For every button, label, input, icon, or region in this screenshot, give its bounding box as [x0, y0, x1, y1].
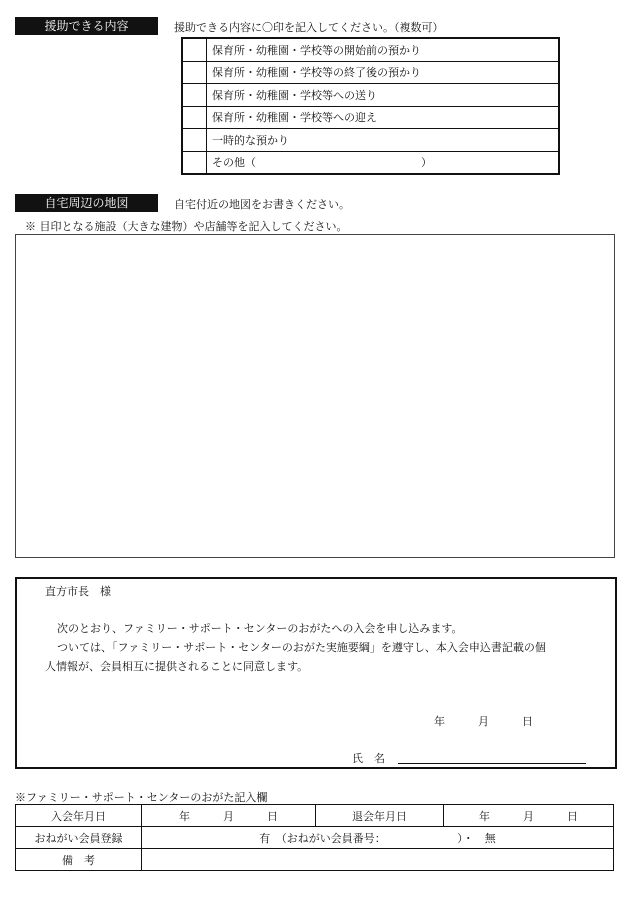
join-date-label: 入会年月日	[16, 805, 142, 827]
addressee: 直方市長 様	[45, 585, 111, 598]
name-label: 氏 名	[352, 752, 385, 765]
application-para1: 次のとおり、ファミリー・サポート・センターのおがたへの入会を申し込みます。	[57, 622, 463, 635]
assist-instruction: 援助できる内容に〇印を記入してください。（複数可）	[174, 21, 444, 34]
assist-option-row	[182, 151, 559, 174]
office-row-remarks	[16, 849, 614, 871]
map-instruction: 自宅付近の地図をお書きください。	[174, 198, 350, 211]
office-section-title: ※ファミリー・サポート・センターのおがた記入欄	[15, 791, 268, 804]
assist-option-check[interactable]	[182, 38, 207, 61]
assist-option-row	[182, 38, 559, 61]
office-row-registration	[16, 827, 614, 849]
application-para2-line2: 人情報が、会員相互に提供されることに同意します。	[45, 660, 309, 673]
assist-option-label: 保育所・幼稚園・学校等への送り	[207, 84, 560, 107]
assist-option-row	[182, 61, 559, 84]
registration-label: おねがい会員登録	[16, 827, 142, 849]
registration-value[interactable]: 有 （おねがい会員番号： ）・ 無	[142, 827, 614, 849]
leave-date-value[interactable]: 年 月 日	[444, 805, 614, 827]
assist-option-check[interactable]	[182, 106, 207, 129]
remarks-value[interactable]	[142, 849, 614, 871]
leave-date-label: 退会年月日	[316, 805, 444, 827]
assist-option-label: 保育所・幼稚園・学校等の終了後の預かり	[207, 61, 560, 84]
assist-option-row	[182, 106, 559, 129]
name-signature-line[interactable]	[398, 763, 586, 764]
assist-section-label: 援助できる内容	[15, 17, 158, 35]
assist-options-table	[181, 37, 560, 175]
assist-option-check[interactable]	[182, 151, 207, 174]
map-note: ※ 目印となる施設（大きな建物）や店舗等を記入してください。	[25, 220, 348, 233]
join-date-value[interactable]: 年 月 日	[142, 805, 316, 827]
application-date[interactable]: 年 月 日	[434, 715, 533, 728]
assist-option-label: その他（ ）	[207, 151, 560, 174]
assist-option-row	[182, 84, 559, 107]
office-use-table	[15, 804, 614, 871]
assist-option-row	[182, 129, 559, 152]
remarks-label: 備 考	[16, 849, 142, 871]
map-drawing-area[interactable]	[15, 234, 615, 558]
assist-option-label: 保育所・幼稚園・学校等の開始前の預かり	[207, 38, 560, 61]
office-row-dates	[16, 805, 614, 827]
assist-option-label: 保育所・幼稚園・学校等への迎え	[207, 106, 560, 129]
assist-option-check[interactable]	[182, 61, 207, 84]
assist-option-check[interactable]	[182, 84, 207, 107]
assist-option-check[interactable]	[182, 129, 207, 152]
assist-option-label: 一時的な預かり	[207, 129, 560, 152]
application-para2-line1: ついては、「ファミリー・サポート・センターのおがた実施要綱」を遵守し、本入会申込書記載の個	[57, 641, 546, 654]
map-section-label: 自宅周辺の地図	[15, 194, 158, 212]
